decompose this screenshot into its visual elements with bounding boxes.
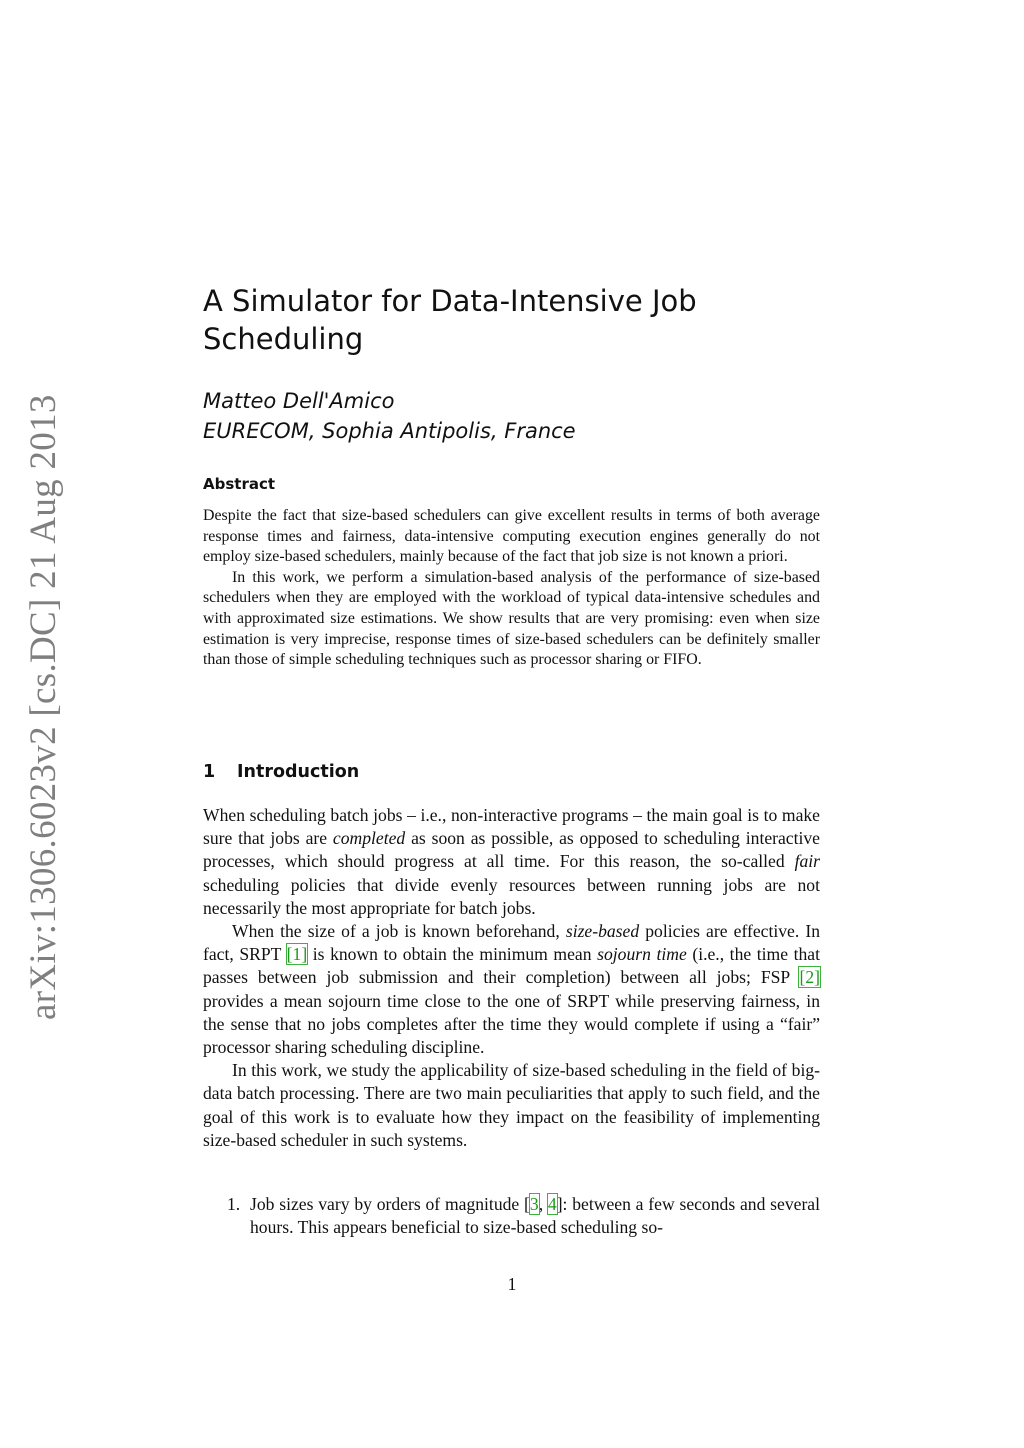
text-run: provides a mean sojourn time close to the one of SRPT while preserving fairness, in the sense that no jobs completes after the time they would complete if using a “fair” processor sharing scheduling discipline. [203,990,820,1058]
list-item [203,1193,820,1239]
author-name: Matteo Dell'Amico [203,389,395,413]
emphasis-completed: completed [332,828,406,849]
enumerated-list [203,1193,820,1239]
section-number: 1 [203,762,216,782]
body-paragraph [203,920,820,1059]
introduction-body [203,804,820,1152]
arxiv-identifier: arXiv:1306.6023v2 [cs.DC] 21 Aug 2013 [23,394,64,1020]
author-affiliation: EURECOM, Sophia Antipolis, France [203,419,576,443]
body-paragraph: In this work, we study the applicability of size-based scheduling in the field of big-data batch processing. There are two main peculiarities that apply to such field, and the goal of this work is to evaluate how they impact on the feasibility of implementing size-based scheduler in such systems. [203,1060,820,1150]
abstract-paragraph: Despite the fact that size-based schedulers can give excellent results in terms of both average response times and fairness, data-intensive computing execution engines generally do not employ size-based schedulers, mainly because of the fact that job size is not known a priori. [203,507,820,566]
citation-number: 1 [292,944,302,965]
citation-link-4[interactable]: 4 [547,1194,557,1214]
abstract-paragraph: In this work, we perform a simulation-based analysis of the performance of size-based schedulers when they are employed with the workload of typical data-intensive schedules and with approximated size estimations. We show results that are very promising: even when size estimation is very imprecise, response times of size-based schedulers can be definitely smaller than those of simple scheduling techniques such as processor sharing or FIFO. [203,568,820,669]
abstract-heading: Abstract [203,475,276,493]
page-number: 1 [507,1274,517,1294]
section-heading-introduction [203,762,359,782]
emphasis-size-based: size-based [565,921,640,942]
paper-title: A Simulator for Data-Intensive Job Scheduling [203,284,697,356]
author-block [203,386,576,446]
abstract-body [203,506,820,671]
emphasis-fair: fair [794,851,820,872]
text-run: (i.e., the time that passes between job submission and their completion) between all jobs; FSP [203,944,820,988]
emphasis-sojourn-time: sojourn time [597,944,687,965]
text-run: ]: between a few seconds and several hours. This appears beneficial to size-based scheduling so- [250,1194,821,1238]
body-paragraph [203,804,820,920]
list-marker: 1. [227,1194,241,1214]
text-run: , [538,1194,548,1214]
text-run: policies are effective. In fact, SRPT [203,921,820,965]
text-run: as soon as possible, as opposed to scheduling interactive processes, which should progress at all time. For this reason, the so-called [203,828,820,872]
text-run: When the size of a job is known beforehand, [232,921,566,942]
citation-link-2[interactable]: [2] [799,967,820,988]
citation-link-3[interactable]: 3 [529,1194,539,1214]
text-run: is known to obtain the minimum mean [307,944,598,965]
section-title: Introduction [237,762,360,782]
citation-number: 2 [805,967,815,988]
citation-link-1[interactable]: [1] [286,944,308,965]
text-run: Job sizes vary by orders of magnitude [ [250,1194,530,1214]
text-run: scheduling policies that divide evenly resources between running jobs are not necessarily the most appropriate for batch jobs. [203,874,820,918]
text-run: When scheduling batch jobs – i.e., non-interactive programs – the main goal is to make sure that jobs are [203,805,820,849]
